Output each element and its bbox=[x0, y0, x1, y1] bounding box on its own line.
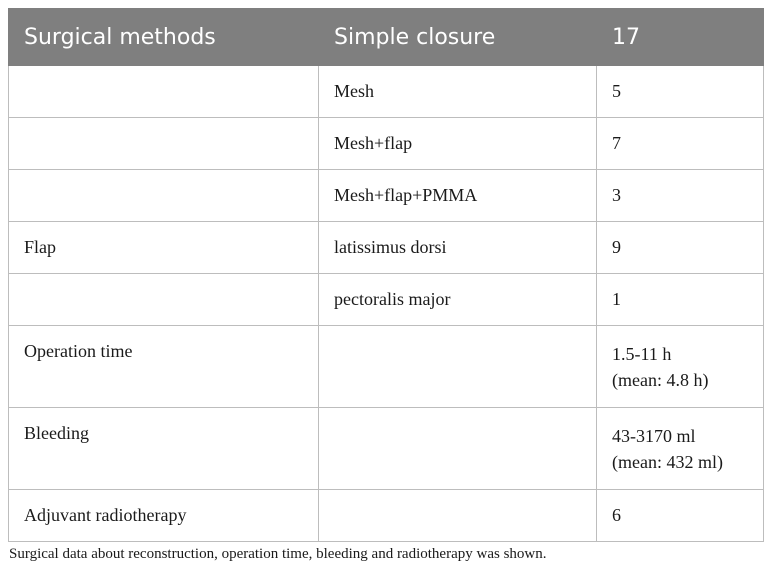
table-cell: Mesh+flap bbox=[319, 118, 597, 170]
table-cell bbox=[319, 408, 597, 490]
table-cell: Mesh bbox=[319, 66, 597, 118]
table-row bbox=[9, 170, 764, 222]
table-header-row bbox=[9, 9, 764, 66]
table-cell: 3 bbox=[597, 170, 764, 222]
table-row bbox=[9, 118, 764, 170]
cell-line: (mean: 432 ml) bbox=[612, 452, 723, 472]
table-row bbox=[9, 274, 764, 326]
table-cell: Operation time bbox=[9, 326, 319, 408]
table-cell bbox=[597, 408, 764, 490]
table-cell: Bleeding bbox=[9, 408, 319, 490]
table-cell bbox=[9, 274, 319, 326]
table-row bbox=[9, 408, 764, 490]
table-cell: latissimus dorsi bbox=[319, 222, 597, 274]
table-cell: Flap bbox=[9, 222, 319, 274]
table-cell: pectoralis major bbox=[319, 274, 597, 326]
cell-line: 1.5-11 h bbox=[612, 344, 672, 364]
table-cell bbox=[597, 326, 764, 408]
table-caption: Surgical data about reconstruction, operation time, bleeding and radiotherapy was shown. bbox=[9, 546, 547, 562]
table-cell bbox=[319, 326, 597, 408]
table-row bbox=[9, 66, 764, 118]
cell-line: 43-3170 ml bbox=[612, 426, 696, 446]
table-cell: 7 bbox=[597, 118, 764, 170]
table-row bbox=[9, 222, 764, 274]
table-row bbox=[9, 490, 764, 542]
surgical-data-table bbox=[8, 8, 764, 542]
table-cell: 5 bbox=[597, 66, 764, 118]
header-simple-closure: Simple closure bbox=[319, 9, 597, 66]
table-cell: 1 bbox=[597, 274, 764, 326]
table-container bbox=[8, 8, 763, 542]
header-surgical-methods: Surgical methods bbox=[9, 9, 319, 66]
table-cell: 9 bbox=[597, 222, 764, 274]
table-cell: 6 bbox=[597, 490, 764, 542]
table-cell bbox=[9, 118, 319, 170]
table-cell: Adjuvant radiotherapy bbox=[9, 490, 319, 542]
table-cell bbox=[9, 66, 319, 118]
table-row bbox=[9, 326, 764, 408]
table-cell: Mesh+flap+PMMA bbox=[319, 170, 597, 222]
table-cell bbox=[9, 170, 319, 222]
table-cell bbox=[319, 490, 597, 542]
header-count-17: 17 bbox=[597, 9, 764, 66]
cell-line: (mean: 4.8 h) bbox=[612, 370, 709, 390]
